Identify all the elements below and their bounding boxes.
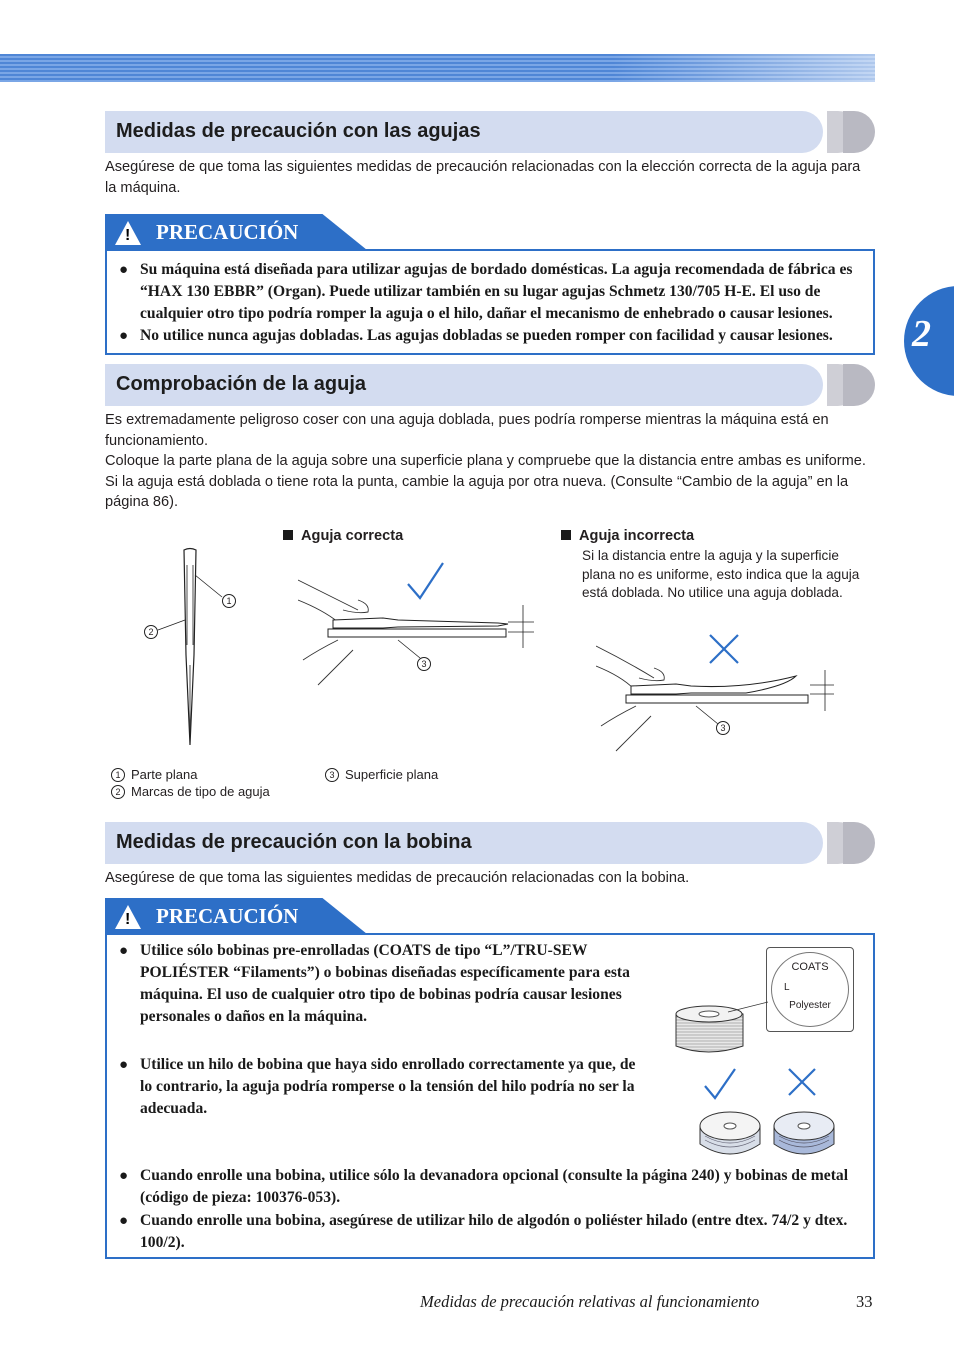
- comprobacion-para2: Coloque la parte plana de la aguja sobre una superficie plana y compruebe que la distancia entre ambas es uniforme. Si la aguja está doblada o tiene rota la punta, cambie la aguja por otra nueva. (Consulte “Cambio de la aguja” en la página 86).: [105, 453, 866, 510]
- section-title: Medidas de precaución con las agujas: [116, 120, 481, 142]
- intro-bobina: Asegúrese de que toma las siguientes medidas de precaución relacionadas con la bobina.: [105, 870, 690, 886]
- caution-item: ● No utilice nunca agujas dobladas. Las agujas dobladas se pueden romper con facilidad y causar lesiones.: [119, 327, 833, 344]
- needle-diagram: [140, 545, 250, 755]
- section-heading-comprobacion: [105, 364, 875, 406]
- caution-item: ● Utilice un hilo de bobina que haya sido enrollado correctamente ya que, de lo contrario, la aguja podría romperse o la tensión del hilo podría no ser la adecuada.: [119, 1056, 636, 1117]
- page-number: 33: [856, 1292, 873, 1311]
- cross-icon: [786, 1066, 818, 1098]
- marker-3: 3: [716, 720, 736, 735]
- incorrect-bobbin-icon: [771, 1106, 837, 1164]
- bobbin-label-card: COATS L Polyester: [766, 947, 854, 1032]
- caution-item: ● Utilice sólo bobinas pre-enrolladas (COATS de tipo “L”/TRU-SEW POLIÉSTER “Filaments”) o bobinas diseñadas específicamente para esta máquina. El uso de cualquier otro tipo de bobinas podría causar lesiones personales o daños en la máquina.: [119, 942, 630, 1025]
- intro-agujas: Asegúrese de que toma las siguientes medidas de precaución relacionadas con la elección correcta de la aguja para la máquina.: [105, 159, 861, 196]
- caution-item: ● Cuando enrolle una bobina, utilice sólo la devanadora opcional (consulte la página 240) y bobinas de metal (código de pieza: 100376-053).: [119, 1167, 849, 1206]
- legend-item-1: 1 Parte plana: [111, 767, 198, 782]
- caution-box-1: [105, 249, 875, 355]
- comprobacion-para1: Es extremadamente peligroso coser con una aguja doblada, pues podría romperse mientras la máquina está en funcionamiento.: [105, 412, 829, 449]
- incorrect-needle-diagram: [596, 636, 836, 761]
- caution-label-1: ! PRECAUCIÓN: [105, 214, 367, 250]
- check-icon: [702, 1066, 738, 1102]
- correct-heading: Aguja correcta: [283, 528, 403, 544]
- incorrect-heading: Aguja incorrecta: [561, 528, 694, 544]
- pre-wound-bobbin-icon: [668, 998, 772, 1058]
- legend-item-3: 3 Superficie plana: [325, 767, 438, 782]
- caution-item: ● Cuando enrolle una bobina, asegúrese de utilizar hilo de algodón o poliéster hilado (entre dtex. 74/2 y dtex. 100/2).: [119, 1212, 848, 1251]
- chapter-number: 2: [912, 313, 931, 355]
- marker-1: 1: [222, 593, 242, 608]
- section-heading-bobina: [105, 822, 875, 864]
- marker-3: 3: [417, 656, 437, 671]
- header-band: [0, 54, 875, 82]
- marker-2: 2: [144, 624, 164, 639]
- correct-bobbin-icon: [697, 1106, 763, 1164]
- section-title: Medidas de precaución con la bobina: [116, 831, 472, 853]
- chapter-tab[interactable]: [904, 286, 954, 396]
- section-heading-agujas: [105, 111, 875, 153]
- caution-label-2: ! PRECAUCIÓN: [105, 898, 367, 934]
- incorrect-text: Si la distancia entre la aguja y la superficie plana no es uniforme, esto indica que la aguja está doblada. No utilice una aguja doblada.: [582, 548, 860, 600]
- footer-title: Medidas de precaución relativas al funcionamiento: [420, 1292, 760, 1311]
- caution-item: ● Su máquina está diseñada para utilizar agujas de bordado domésticas. La aguja recomendada de fábrica es “HAX 130 EBBR” (Organ). Puede utilizar también en su lugar agujas Schmetz 130/705 H-E. El uso de cualquier otro tipo podría romper la aguja o el hilo, dañar el mecanismo de enhebrado o causar lesiones.: [119, 261, 853, 322]
- legend-item-2: 2 Marcas de tipo de aguja: [111, 784, 270, 799]
- section-title: Comprobación de la aguja: [116, 373, 367, 395]
- correct-needle-diagram: [298, 570, 538, 695]
- caution-box-2: [105, 933, 875, 1259]
